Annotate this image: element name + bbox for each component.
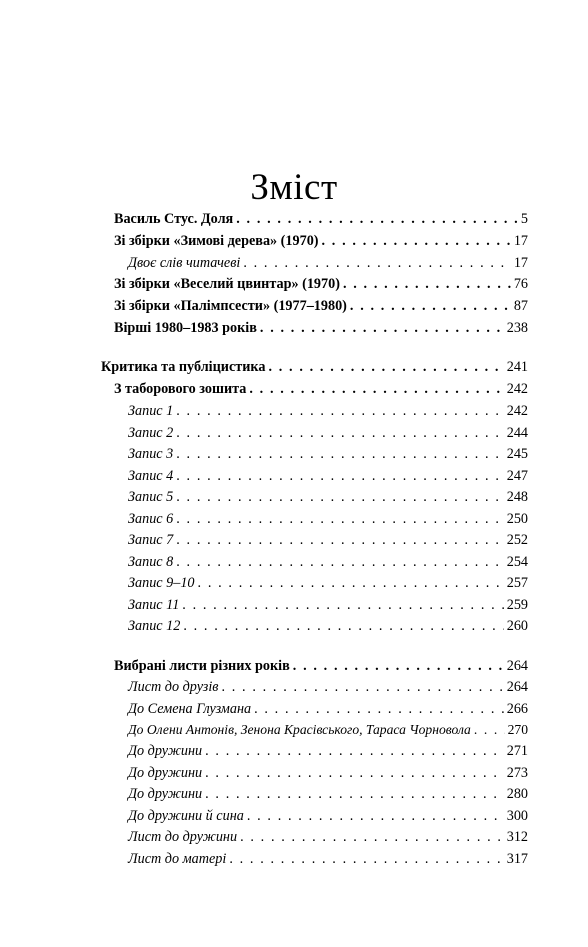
toc-entry	[128, 720, 528, 740]
toc-entry-text: До дружини й сина	[128, 808, 244, 824]
toc-entry-text: Запис 12	[128, 618, 181, 634]
toc-entry	[114, 318, 528, 338]
toc-entry-text: Двоє слів читачеві	[128, 255, 241, 271]
toc-entry-page: 254	[506, 554, 528, 570]
toc-entry-page: 5	[520, 211, 528, 227]
toc-entry	[128, 806, 528, 826]
toc-entry	[128, 552, 528, 572]
dot-leader	[221, 677, 503, 697]
toc-entry-page: 317	[506, 851, 528, 867]
dot-leader	[268, 357, 503, 377]
toc-entry-page: 87	[513, 298, 528, 314]
toc-entry-text: Василь Стус. Доля	[114, 211, 234, 227]
toc-entry-page: 271	[506, 743, 528, 759]
toc-entry	[128, 763, 528, 783]
toc-entry	[128, 509, 528, 529]
toc-entry-text: Запис 3	[128, 446, 174, 462]
toc-entry	[114, 296, 528, 316]
toc-entry-page: 266	[506, 701, 528, 717]
toc-entry-page: 244	[506, 425, 528, 441]
toc-entry-text: Зі збірки «Веселий цвинтар» (1970)	[114, 276, 340, 292]
dot-leader	[247, 806, 504, 826]
toc-entry	[128, 677, 528, 697]
toc-entry-text: Критика та публіцистика	[101, 359, 266, 375]
toc-entry	[128, 487, 528, 507]
toc-entry-page: 17	[513, 255, 528, 271]
dot-leader	[205, 784, 504, 804]
dot-leader	[183, 616, 503, 636]
dot-leader	[205, 741, 504, 761]
toc-entry	[114, 209, 528, 229]
toc-entry-text: Запис 1	[128, 403, 174, 419]
toc-entry	[114, 656, 528, 676]
toc-entry	[128, 573, 528, 593]
toc-entry	[128, 530, 528, 550]
toc-entry-text: До дружини	[128, 765, 203, 781]
toc-entry-page: 245	[506, 446, 528, 462]
toc-entry-text: Запис 2	[128, 425, 174, 441]
toc-entry-text: З таборового зошита	[114, 381, 247, 397]
toc-entry	[128, 444, 528, 464]
toc-entry-page: 260	[506, 618, 528, 634]
dot-leader	[176, 487, 503, 507]
toc-entry-text: До дружини	[128, 786, 203, 802]
dot-leader	[229, 849, 503, 869]
dot-leader	[249, 379, 503, 399]
toc-entry-text: Запис 5	[128, 489, 174, 505]
dot-leader	[322, 231, 511, 251]
toc-entry	[114, 274, 528, 294]
dot-leader	[293, 656, 504, 676]
toc-entry-text: Запис 4	[128, 468, 174, 484]
toc-entry	[128, 849, 528, 869]
toc-entry-text: Лист до друзів	[128, 679, 219, 695]
toc-entry	[128, 401, 528, 421]
toc-entry-text: Зі збірки «Зимові дерева» (1970)	[114, 233, 319, 249]
toc-entry-text: Лист до матері	[128, 851, 227, 867]
toc-entry-text: Вибрані листи різних років	[114, 658, 290, 674]
toc-entry-page: 264	[506, 658, 528, 674]
toc-entry-page: 241	[506, 359, 528, 375]
toc-entry-page: 259	[506, 597, 528, 613]
toc-entry	[128, 827, 528, 847]
dot-leader	[260, 318, 504, 338]
toc-entry-text: Запис 9–10	[128, 575, 195, 591]
toc-entry-text: Запис 6	[128, 511, 174, 527]
dot-leader	[176, 509, 503, 529]
toc-entry-page: 242	[506, 381, 528, 397]
toc-entry-text: До Семена Глузмана	[128, 701, 252, 717]
toc-entry	[114, 231, 528, 251]
page-title: Зміст	[250, 167, 338, 208]
dot-leader	[176, 530, 503, 550]
dot-leader	[176, 552, 503, 572]
dot-leader	[176, 401, 503, 421]
toc-entry-page: 257	[506, 575, 528, 591]
toc-entry-page: 270	[507, 722, 528, 737]
toc-entry	[128, 741, 528, 761]
toc-entry-page: 264	[506, 679, 528, 695]
toc-entry-page: 252	[506, 532, 528, 548]
dot-leader	[176, 423, 503, 443]
dot-leader	[254, 699, 504, 719]
toc-entry-page: 242	[506, 403, 528, 419]
toc-entry-text: Запис 11	[128, 597, 180, 613]
toc-entry-page: 273	[506, 765, 528, 781]
toc-entry-page: 76	[513, 276, 528, 292]
toc-entry-page: 17	[513, 233, 528, 249]
toc-entry-page: 238	[506, 320, 528, 336]
toc-entry-text: Вірші 1980–1983 років	[114, 320, 257, 336]
toc-entry-text: Зі збірки «Палімпсести» (1977–1980)	[114, 298, 347, 314]
dot-leader	[243, 253, 511, 273]
dot-leader	[343, 274, 511, 294]
toc-entry-page: 250	[506, 511, 528, 527]
toc-entry-text: Запис 7	[128, 532, 174, 548]
toc-entry	[128, 423, 528, 443]
dot-leader	[182, 595, 503, 615]
toc-entry-page: 312	[506, 829, 528, 845]
toc-entry	[128, 784, 528, 804]
toc-entry-text: Лист до дружини	[128, 829, 238, 845]
toc-entry	[128, 466, 528, 486]
toc-entry-page: 280	[506, 786, 528, 802]
dot-leader	[198, 573, 504, 593]
toc-entry-text: До Олени Антонів, Зенона Красівського, Тараса Чорновола	[128, 722, 471, 737]
toc-entry-text: До дружини	[128, 743, 203, 759]
toc-entry-page: 300	[506, 808, 528, 824]
dot-leader	[205, 763, 504, 783]
toc-entry	[128, 616, 528, 636]
dot-leader	[474, 720, 505, 740]
toc-entry-page: 248	[506, 489, 528, 505]
dot-leader	[236, 209, 518, 229]
dot-leader	[350, 296, 511, 316]
toc-entry	[128, 253, 528, 273]
toc-entry	[114, 379, 528, 399]
toc-entry-page: 247	[506, 468, 528, 484]
dot-leader	[176, 466, 503, 486]
toc-entry	[101, 357, 528, 377]
toc-entry	[128, 699, 528, 719]
dot-leader	[240, 827, 504, 847]
toc-entry	[128, 595, 528, 615]
toc-entry-text: Запис 8	[128, 554, 174, 570]
dot-leader	[176, 444, 503, 464]
